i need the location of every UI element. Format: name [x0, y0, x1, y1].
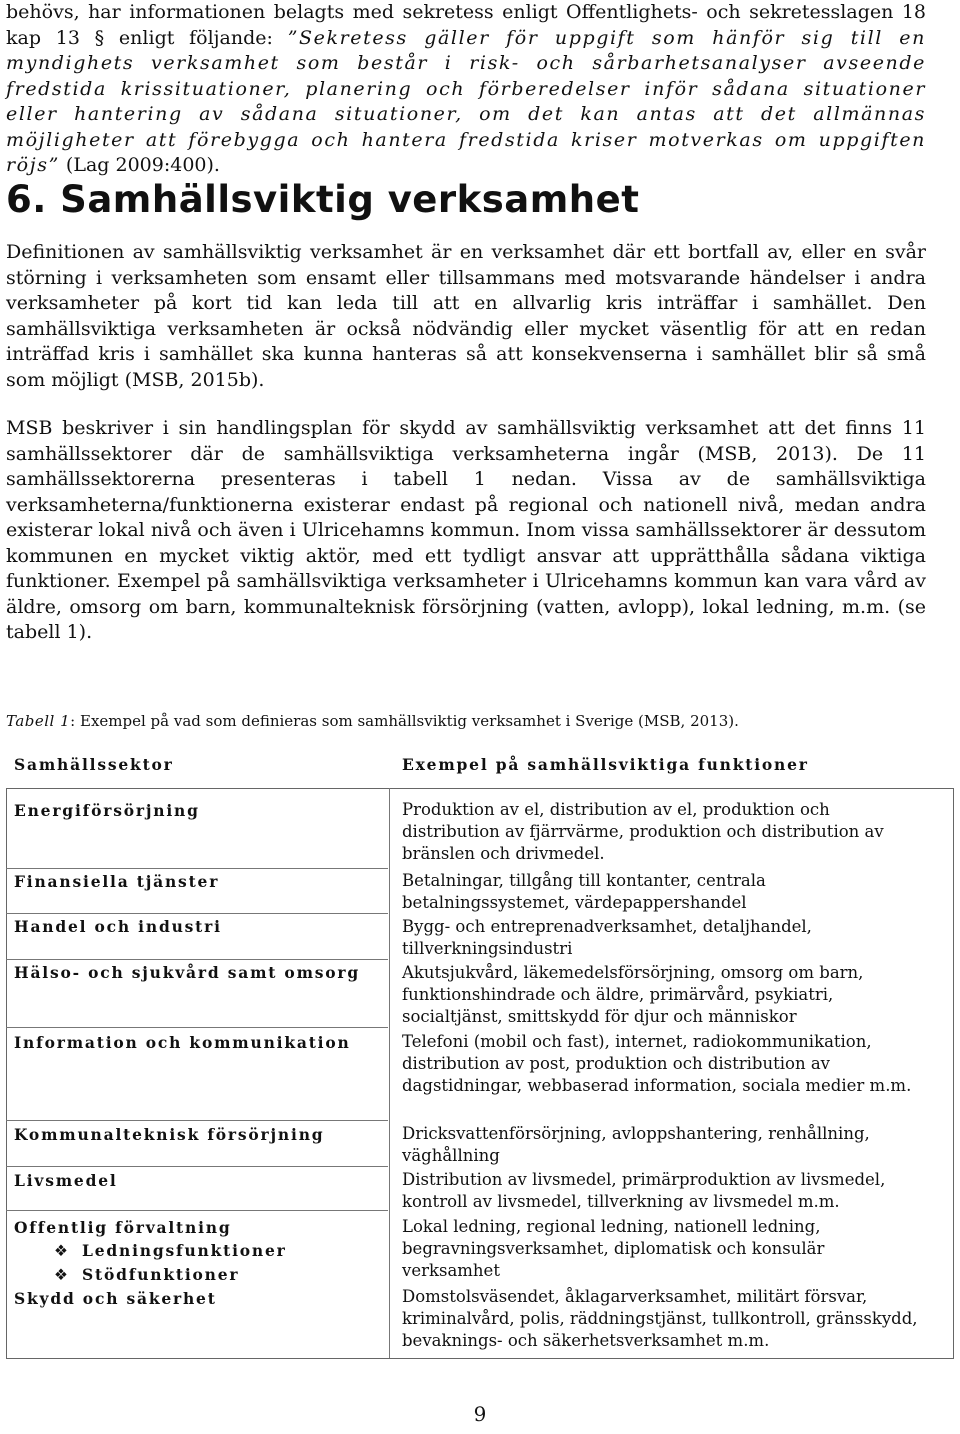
page-number: 9 — [473, 1402, 487, 1426]
example-information: Telefoni (mobil och fast), internet, radiokommunikation, distribution av post, produktion och distribution av dagstidningar, webbaserad information, sociala medier m.m. — [402, 1032, 912, 1095]
table-caption — [6, 712, 739, 730]
diamond-bullet-icon: ❖ — [54, 1242, 70, 1260]
sub-item-support — [54, 1265, 239, 1284]
law-quote: ”Sekretess gäller för uppgift som hänför sig till en myndighets verksamhet som består i risk- och sårbarhetsanalyser avseende fredstida krissituationer, planering och förberedelser inför sådana situationer eller hantering av sådana situationer, om det kan antas att det allmännas möjligheter att förebygga och hantera fredstida kriser motverkas om uppgiften röjs” — [6, 26, 926, 176]
intro-paragraph — [6, 0, 926, 179]
example-finance: Betalningar, tillgång till kontanter, centrala betalningssystemet, värdepappershandel — [402, 871, 766, 912]
example-municipal: Dricksvattenförsörjning, avloppshantering, renhållning, väghållning — [402, 1124, 870, 1165]
sector-finance: Finansiella tjänster — [14, 872, 220, 891]
intro-text: behövs, har informationen belagts med sekretess enligt Offentlighets- och sekretesslagen 18 kap 13 § enligt följande: — [6, 1, 926, 49]
sector-table — [6, 745, 954, 1358]
example-security: Domstolsväsendet, åklagarverksamhet, militärt försvar, kriminalvård, polis, räddningstjänst, tullkontroll, gränsskydd, bevaknings- och säkerhetsverksamhet m.m. — [402, 1287, 918, 1350]
example-public-admin: Lokal ledning, regional ledning, nationell ledning, begravningsverksamhet, diplomatisk och konsulär verksamhet — [402, 1217, 825, 1280]
example-health: Akutsjukvård, läkemedelsförsörjning, omsorg om barn, funktionshindrade och äldre, primärvård, psykiatri, socialtjänst, smittskydd för djur och människor — [402, 963, 864, 1026]
row-divider — [6, 1027, 388, 1028]
law-reference: (Lag 2009:400). — [59, 154, 220, 176]
row-divider — [6, 868, 388, 869]
definition-paragraph: Definitionen av samhällsviktig verksamhet är en verksamhet där ett bortfall av, eller en svår störning i verksamheten som ensamt eller tillsammans med motsvarande händelser i andra verksamheter på kort tid kan leda till att en allvarlig kris inträffar i samhället. Den samhällsviktiga verksamheten är också nödvändig eller mycket väsentlig för att en redan inträffad kris i samhället ska kunna hanteras så att konsekvenserna i samhället blir så små som möjligt (MSB, 2015b). — [6, 241, 926, 391]
diamond-bullet-icon: ❖ — [54, 1266, 70, 1284]
sector-public-admin: Offentlig förvaltning — [14, 1218, 232, 1237]
row-divider — [6, 959, 388, 960]
section-heading: 6. Samhällsviktig verksamhet — [6, 178, 640, 221]
caption-label: Tabell 1 — [6, 712, 71, 730]
sub-item-management-label: Ledningsfunktioner — [82, 1241, 287, 1260]
sector-municipal: Kommunalteknisk försörjning — [14, 1125, 325, 1144]
sector-food: Livsmedel — [14, 1171, 118, 1190]
sub-item-management — [54, 1241, 287, 1260]
sector-trade: Handel och industri — [14, 917, 222, 936]
sector-energy: Energiförsörjning — [14, 801, 200, 820]
sector-security: Skydd och säkerhet — [14, 1289, 217, 1308]
header-sector: Samhällssektor — [14, 755, 174, 774]
example-trade: Bygg- och entreprenadverksamhet, detaljhandel, tillverkningsindustri — [402, 917, 812, 958]
msb-paragraph: MSB beskriver i sin handlingsplan för skydd av samhällsviktig verksamhet att det finns 11 samhällssektorer där de samhällsviktiga verksamheterna ingår (MSB, 2013). De 11 samhällssektorerna presenteras i tabell 1 nedan. Vissa av de samhällsviktiga verksamheterna/funktionerna existerar endast på regional och nationell nivå, medan andra existerar lokal nivå och även i Ulricehamns kommun. Inom vissa samhällssektorer är dessutom kommunen en mycket viktig aktör, med ett tydligt ansvar att upprätthålla sådana viktiga funktioner. Exempel på samhällsviktiga verksamheter i Ulricehamns kommun kan vara vård av äldre, omsorg om barn, kommunalteknisk försörjning (vatten, avlopp), lokal ledning, m.m. (se tabell 1). — [6, 417, 926, 643]
row-divider — [6, 1120, 388, 1121]
sector-health: Hälso- och sjukvård samt omsorg — [14, 963, 361, 982]
sector-information: Information och kommunikation — [14, 1033, 351, 1052]
example-energy: Produktion av el, distribution av el, produktion och distribution av fjärrvärme, produktion och distribution av bränslen och drivmedel. — [402, 800, 884, 863]
example-food: Distribution av livsmedel, primärproduktion av livsmedel, kontroll av livsmedel, tillverkning av livsmedel m.m. — [402, 1170, 886, 1211]
row-divider — [6, 1210, 388, 1211]
sub-item-support-label: Stödfunktioner — [82, 1265, 240, 1284]
column-divider — [389, 788, 390, 1358]
caption-text: : Exempel på vad som definieras som samhällsviktig verksamhet i Sverige (MSB, 2013). — [70, 712, 739, 730]
row-divider — [6, 913, 388, 914]
header-examples: Exempel på samhällsviktiga funktioner — [402, 755, 809, 774]
row-divider — [6, 1166, 388, 1167]
